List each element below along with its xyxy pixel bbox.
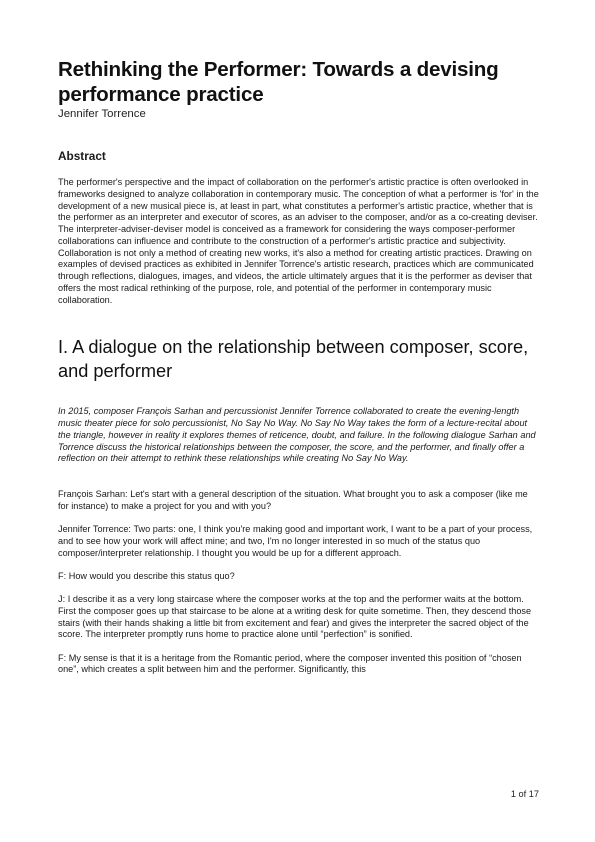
dialogue-paragraph: F: My sense is that it is a heritage from the Romantic period, where the composer invented this position of “chosen one”, which creates a split between him and the performer. Significantly, this <box>58 652 522 675</box>
dialogue-paragraph: F: How would you describe this status quo? <box>58 570 235 581</box>
paper-title: Rethinking the Performer: Towards a devising performance practice <box>58 58 499 106</box>
intro-paragraph: In 2015, composer François Sarhan and percussionist Jennifer Torrence collaborated to create the evening-length music theater piece for solo percussionist, No Say No Way. No Say No Way takes the form of a lecture-recital about the triangle, however in reality it explores themes of reticence, doubt, and failure. In the following dialogue Sarhan and Torrence discuss the historical relationships between the composer, the score, and the performer, and finally offer a reflection on their attempt to rethink these relationships while creating No Say No Way. <box>58 406 536 464</box>
dialogue-paragraph: J: I describe it as a very long staircase where the composer works at the top and the performer waits at the bottom. First the composer goes up that staircase to be alone at a writing desk for quite sometime. Then, they descend those stairs (with their hands shaking a little bit from excitement and fear) and gives the interpreter the sacred object of the score. The interpreter promptly runs home to practice alone until “perfection” is sonified. <box>58 594 532 640</box>
author-name: Jennifer Torrence <box>58 108 146 120</box>
dialogue-paragraph: Jennifer Torrence: Two parts: one, I think you're making good and important work, I want to be a part of your process, and to see how your work will affect mine; and two, I'm no longer interested in so much of the status quo composer/interpreter relationship. I thought you would be up for a different approach. <box>58 524 533 558</box>
abstract-paragraph: The performer's perspective and the impact of collaboration on the performer's artistic practice is often overlooked in frameworks designed to analyze collaboration in contemporary music. The conception of what a performer is 'for' in the development of a new musical piece is, at least in part, what constitutes a performer's artistic practice, whether that is the performer as an interpreter and executor of scores, as an adviser to the composer, and/or as a co-creating deviser. The interpreter-adviser-deviser model is conceived as a framework for considering the ways composer-performer collaborations can influence and contribute to the construction of a performer's artistic practice and subjectivity. Collaboration is not only a method of creating new works, it's also a method for creating artistic practices. Drawing on examples of devised practices as exhibited in Jennifer Torrence's artistic research, practices which are communicated through reflections, dialogues, images, and videos, the article ultimately argues that it is the performer as deviser that offers the most radical rethinking of the purpose, role, and potential of the performer in contemporary music collaboration. <box>58 177 539 305</box>
dialogue-section <box>58 489 539 676</box>
page-content <box>58 58 539 676</box>
abstract-heading: Abstract <box>58 149 106 163</box>
section-heading: I. A dialogue on the relationship between composer, score, and performer <box>58 337 529 381</box>
page-number: 1 of 17 <box>510 789 539 799</box>
dialogue-paragraph: François Sarhan: Let's start with a general description of the situation. What brought you to ask a composer (like me for instance) to make a project for you and with you? <box>58 489 528 511</box>
